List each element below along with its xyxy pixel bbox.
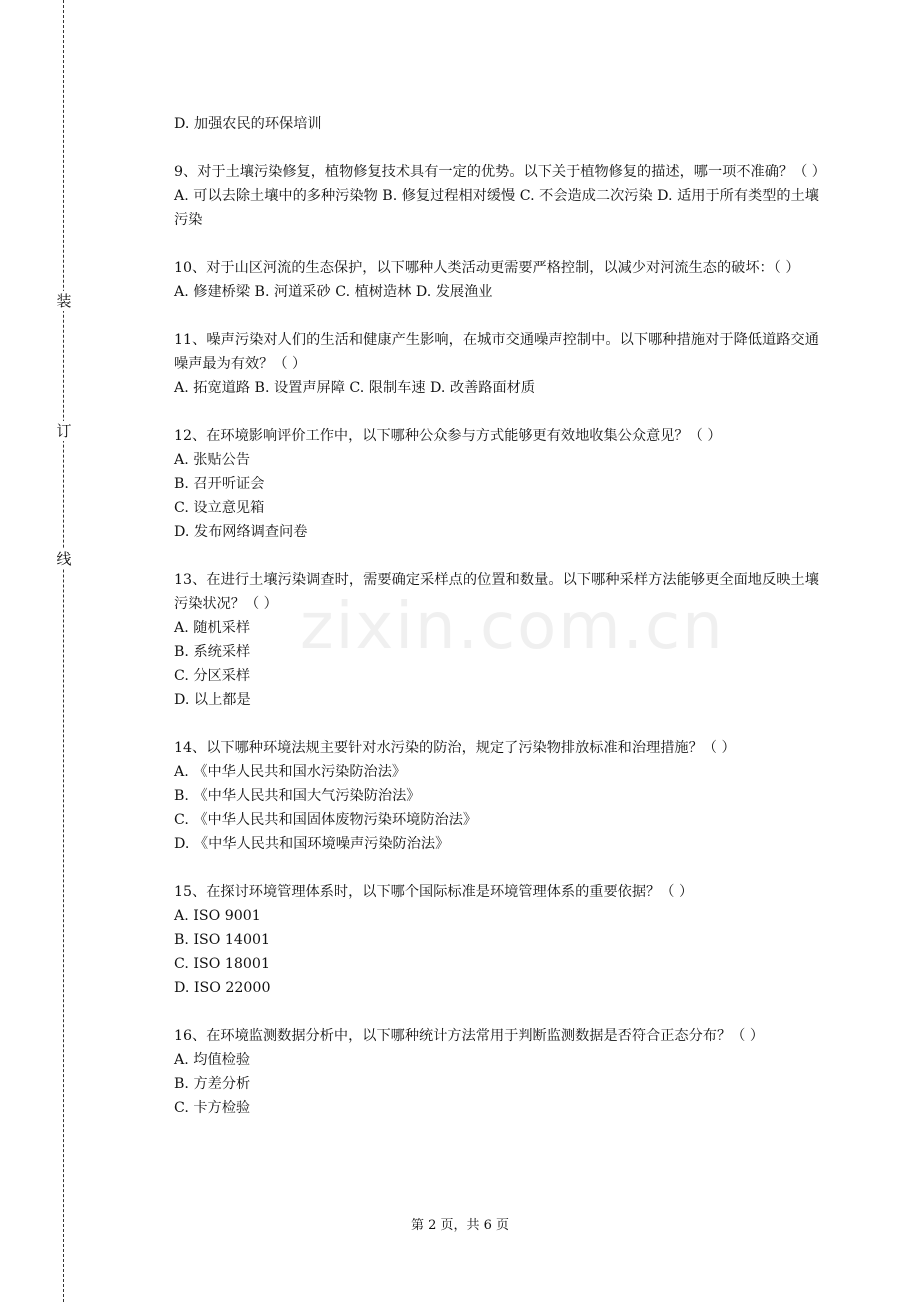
option-b: B. 方差分析 bbox=[174, 1076, 251, 1092]
question-10 bbox=[174, 256, 819, 304]
question-stem: 14、以下哪种环境法规主要针对水污染的防治，规定了污染物排放标准和治理措施？（ ） bbox=[174, 740, 736, 756]
question-stem: 12、在环境影响评价工作中，以下哪种公众参与方式能够更有效地收集公众意见？（ ） bbox=[174, 428, 722, 444]
question-14 bbox=[174, 736, 819, 856]
binding-char-zhuang: 装 bbox=[56, 292, 72, 310]
option-d: D. 加强农民的环保培训 bbox=[174, 116, 322, 132]
option-c: C. 分区采样 bbox=[174, 668, 251, 684]
question-stem: 13、在进行土壤污染调查时，需要确定采样点的位置和数量。以下哪种采样方法能够更全面地反映土壤污染状况？（ ） bbox=[174, 572, 819, 612]
question-8-tail bbox=[174, 112, 819, 136]
question-options: A. 修建桥梁 B. 河道采砂 C. 植树造林 D. 发展渔业 bbox=[174, 284, 493, 300]
question-11 bbox=[174, 328, 819, 400]
option-b: B. ISO 14001 bbox=[174, 932, 271, 948]
question-9 bbox=[174, 160, 826, 232]
option-c: C. 卡方检验 bbox=[174, 1100, 251, 1116]
option-c: C. ISO 18001 bbox=[174, 956, 270, 972]
question-stem: 15、在探讨环境管理体系时，以下哪个国际标准是环境管理体系的重要依据？（ ） bbox=[174, 884, 694, 900]
question-options: A. 拓宽道路 B. 设置声屏障 C. 限制车速 D. 改善路面材质 bbox=[174, 380, 536, 396]
option-a: A. 《中华人民共和国水污染防治法》 bbox=[174, 764, 407, 780]
binding-char-ding: 订 bbox=[56, 422, 72, 440]
question-13 bbox=[174, 568, 819, 712]
option-b: B. 召开听证会 bbox=[174, 476, 265, 492]
option-a: A. 随机采样 bbox=[174, 620, 251, 636]
watermark: zixin.com.cn bbox=[300, 590, 725, 664]
binding-char-xian: 线 bbox=[56, 550, 72, 568]
question-options: A. 可以去除土壤中的多种污染物 B. 修复过程相对缓慢 C. 不会造成二次污染 D. 适用于所有类型的土壤污染 bbox=[174, 188, 819, 228]
question-stem: 16、在环境监测数据分析中，以下哪种统计方法常用于判断监测数据是否符合正态分布？（ ） bbox=[174, 1028, 765, 1044]
option-c: C. 设立意见箱 bbox=[174, 500, 265, 516]
option-d: D. 《中华人民共和国环境噪声污染防治法》 bbox=[174, 836, 450, 852]
question-15 bbox=[174, 880, 819, 1000]
option-b: B. 系统采样 bbox=[174, 644, 251, 660]
question-stem: 11、噪声污染对人们的生活和健康产生影响，在城市交通噪声控制中。以下哪种措施对于降低道路交通噪声最为有效？（ ） bbox=[174, 332, 819, 372]
question-stem: 9、对于土壤污染修复，植物修复技术具有一定的优势。以下关于植物修复的描述，哪一项不准确？（ ） bbox=[174, 164, 826, 180]
option-b: B. 《中华人民共和国大气污染防治法》 bbox=[174, 788, 421, 804]
question-stem: 10、对于山区河流的生态保护，以下哪种人类活动更需要严格控制，以减少对河流生态的破坏：（ ） bbox=[174, 260, 800, 276]
question-list bbox=[174, 112, 826, 1144]
option-a: A. 张贴公告 bbox=[174, 452, 251, 468]
option-a: A. 均值检验 bbox=[174, 1052, 251, 1068]
option-c: C. 《中华人民共和国固体废物污染环境防治法》 bbox=[174, 812, 478, 828]
option-a: A. ISO 9001 bbox=[174, 908, 261, 924]
binding-dashed-line bbox=[63, 0, 64, 1302]
page-number-footer: 第 2 页，共 6 页 bbox=[410, 1218, 510, 1233]
option-d: D. 以上都是 bbox=[174, 692, 251, 708]
question-12 bbox=[174, 424, 819, 544]
option-d: D. ISO 22000 bbox=[174, 980, 271, 996]
question-16 bbox=[174, 1024, 819, 1120]
option-d: D. 发布网络调查问卷 bbox=[174, 524, 308, 540]
